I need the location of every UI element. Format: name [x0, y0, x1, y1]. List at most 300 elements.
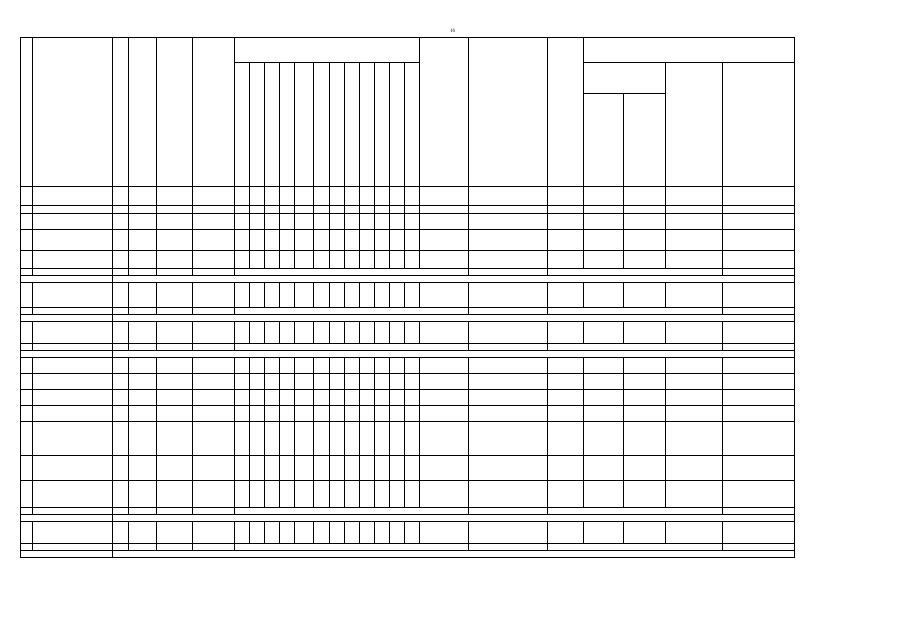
- data-cell: [280, 358, 295, 374]
- data-cell: [360, 251, 375, 269]
- column-number: [265, 206, 280, 214]
- data-cell: [548, 358, 584, 374]
- data-cell: [666, 522, 723, 544]
- subtotal-empty: [21, 269, 33, 276]
- data-cell: [113, 390, 129, 406]
- data-cell: [265, 283, 280, 308]
- subtotal-cost: [469, 269, 548, 276]
- data-cell: [584, 230, 624, 251]
- subtotal-empty: [113, 269, 129, 276]
- data-cell: [469, 422, 548, 456]
- data-cell: [113, 374, 129, 390]
- data-cell: [345, 358, 360, 374]
- data-cell: [624, 522, 666, 544]
- data-cell: [469, 230, 548, 251]
- data-cell: [314, 358, 330, 374]
- subtotal-living: [157, 269, 193, 276]
- unit-empty: [33, 187, 113, 206]
- unit-empty: [157, 187, 193, 206]
- data-cell: [390, 322, 405, 344]
- header-work-7: [330, 63, 345, 187]
- data-cell: [584, 374, 624, 390]
- unit-u22: [584, 187, 624, 206]
- data-cell: [330, 406, 345, 422]
- data-cell: [265, 522, 280, 544]
- header-regional-budget: [624, 94, 666, 187]
- data-cell: [548, 406, 584, 422]
- data-cell: [469, 406, 548, 422]
- data-cell: [330, 322, 345, 344]
- data-cell: [330, 358, 345, 374]
- data-cell: [113, 406, 129, 422]
- data-cell: [584, 456, 624, 481]
- data-cell: [330, 230, 345, 251]
- data-cell: [405, 283, 420, 308]
- data-cell: [250, 230, 265, 251]
- data-cell: [624, 358, 666, 374]
- unit-empty: [113, 187, 129, 206]
- data-cell: [469, 522, 548, 544]
- data-cell: [390, 390, 405, 406]
- unit-empty: [265, 187, 280, 206]
- column-number: [33, 206, 113, 214]
- data-cell: [193, 374, 235, 390]
- data-cell: [295, 406, 314, 422]
- subtotal-nonresidential: [193, 544, 235, 551]
- data-cell: [21, 456, 33, 481]
- data-cell: [420, 522, 469, 544]
- data-cell: [193, 456, 235, 481]
- data-cell: [113, 422, 129, 456]
- data-cell: [21, 251, 33, 269]
- data-cell: [129, 456, 157, 481]
- data-cell: [405, 251, 420, 269]
- data-cell: [375, 481, 390, 508]
- data-cell: [280, 390, 295, 406]
- data-cell: [157, 358, 193, 374]
- data-cell: [723, 522, 795, 544]
- data-cell: [21, 283, 33, 308]
- data-cell: [250, 322, 265, 344]
- subtotal-empty: [33, 269, 113, 276]
- data-cell: [157, 374, 193, 390]
- subtotal-gap: [548, 344, 723, 351]
- data-cell: [280, 230, 295, 251]
- data-cell: [584, 481, 624, 508]
- subtotal-row: [21, 344, 795, 351]
- address-cell: [33, 456, 113, 481]
- data-cell: [250, 422, 265, 456]
- data-cell: [360, 390, 375, 406]
- data-cell: [360, 214, 375, 230]
- data-cell: [345, 322, 360, 344]
- data-cell: [129, 230, 157, 251]
- subtotal-area: [129, 344, 157, 351]
- data-cell: [235, 456, 250, 481]
- column-number: [548, 206, 584, 214]
- data-cell: [314, 374, 330, 390]
- data-cell: [193, 251, 235, 269]
- data-cell: [193, 422, 235, 456]
- data-cell: [113, 230, 129, 251]
- subtotal-nonresidential: [193, 308, 235, 315]
- data-cell: [723, 283, 795, 308]
- data-cell: [330, 390, 345, 406]
- table-row: [21, 481, 795, 508]
- subtotal-empty: [113, 308, 129, 315]
- data-cell: [624, 456, 666, 481]
- header-work-1: [235, 63, 250, 187]
- data-cell: [157, 422, 193, 456]
- subtotal-empty: [21, 508, 33, 515]
- data-cell: [390, 283, 405, 308]
- header-finance-group: [584, 38, 795, 63]
- data-cell: [280, 214, 295, 230]
- district-gap: [113, 276, 795, 283]
- data-cell: [250, 456, 265, 481]
- data-cell: [235, 283, 250, 308]
- data-cell: [157, 456, 193, 481]
- data-cell: [723, 456, 795, 481]
- data-cell: [235, 422, 250, 456]
- data-cell: [723, 406, 795, 422]
- subtotal-row: [21, 508, 795, 515]
- data-cell: [157, 214, 193, 230]
- data-cell: [265, 422, 280, 456]
- data-cell: [250, 481, 265, 508]
- data-cell: [548, 214, 584, 230]
- data-cell: [250, 390, 265, 406]
- table-row: [21, 422, 795, 456]
- data-cell: [193, 214, 235, 230]
- column-number: [624, 206, 666, 214]
- subtotal-gap: [548, 269, 723, 276]
- data-cell: [375, 422, 390, 456]
- data-cell: [129, 214, 157, 230]
- data-cell: [666, 390, 723, 406]
- subtotal-row: [21, 544, 795, 551]
- data-cell: [295, 322, 314, 344]
- data-cell: [295, 422, 314, 456]
- subtotal-own: [723, 308, 795, 315]
- data-cell: [21, 230, 33, 251]
- data-cell: [390, 251, 405, 269]
- district-name: [21, 315, 113, 322]
- data-cell: [265, 358, 280, 374]
- data-cell: [330, 456, 345, 481]
- subtotal-living: [157, 344, 193, 351]
- district-name: [21, 351, 113, 358]
- data-cell: [295, 390, 314, 406]
- subtotal-gap: [548, 544, 723, 551]
- data-cell: [21, 358, 33, 374]
- data-cell: [360, 481, 375, 508]
- header-work-11: [390, 63, 405, 187]
- data-cell: [235, 390, 250, 406]
- data-cell: [420, 390, 469, 406]
- subtotal-area: [129, 269, 157, 276]
- data-cell: [330, 251, 345, 269]
- data-cell: [265, 456, 280, 481]
- data-cell: [548, 390, 584, 406]
- unit-empty: [280, 187, 295, 206]
- data-cell: [280, 456, 295, 481]
- header-num: [21, 38, 33, 187]
- data-cell: [469, 481, 548, 508]
- data-cell: [235, 358, 250, 374]
- subtotal-gap: [235, 308, 469, 315]
- data-cell: [250, 374, 265, 390]
- header-works-group: [235, 38, 420, 63]
- column-number: [193, 206, 235, 214]
- data-cell: [390, 522, 405, 544]
- header-nonresidential-area: [193, 38, 235, 187]
- data-cell: [280, 481, 295, 508]
- data-cell: [584, 322, 624, 344]
- subtotal-gap: [548, 308, 723, 315]
- data-cell: [360, 230, 375, 251]
- data-cell: [265, 230, 280, 251]
- data-cell: [469, 251, 548, 269]
- header-municipal-budget: [666, 63, 723, 187]
- data-cell: [723, 481, 795, 508]
- district-name: [21, 515, 113, 522]
- data-cell: [469, 283, 548, 308]
- header-work-10: [375, 63, 390, 187]
- data-cell: [420, 322, 469, 344]
- header-work-6: [314, 63, 330, 187]
- data-cell: [129, 406, 157, 422]
- column-number: [330, 206, 345, 214]
- unit-empty: [129, 187, 157, 206]
- data-cell: [666, 374, 723, 390]
- data-cell: [548, 456, 584, 481]
- data-cell: [113, 456, 129, 481]
- district-name: [21, 551, 113, 558]
- data-cell: [360, 522, 375, 544]
- data-cell: [723, 322, 795, 344]
- data-cell: [129, 481, 157, 508]
- data-cell: [157, 390, 193, 406]
- data-cell: [21, 522, 33, 544]
- data-cell: [723, 251, 795, 269]
- column-number: [360, 206, 375, 214]
- data-cell: [113, 322, 129, 344]
- column-number: [113, 206, 129, 214]
- data-cell: [624, 283, 666, 308]
- data-cell: [235, 230, 250, 251]
- data-cell: [420, 374, 469, 390]
- address-cell: [33, 358, 113, 374]
- data-cell: [193, 406, 235, 422]
- data-cell: [295, 251, 314, 269]
- data-cell: [21, 214, 33, 230]
- unit-empty: [193, 187, 235, 206]
- table-row: [21, 230, 795, 251]
- data-cell: [314, 322, 330, 344]
- header-work-5: [295, 63, 314, 187]
- data-cell: [666, 406, 723, 422]
- data-cell: [345, 406, 360, 422]
- data-cell: [235, 214, 250, 230]
- subtotal-gap: [235, 508, 469, 515]
- data-cell: [390, 406, 405, 422]
- header-work-8: [345, 63, 360, 187]
- data-cell: [314, 390, 330, 406]
- header-state-support: [584, 63, 666, 94]
- data-cell: [375, 390, 390, 406]
- subtotal-nonresidential: [193, 344, 235, 351]
- table-row: [21, 322, 795, 344]
- data-cell: [157, 322, 193, 344]
- data-cell: [295, 358, 314, 374]
- subtotal-own: [723, 269, 795, 276]
- data-cell: [624, 251, 666, 269]
- data-cell: [345, 456, 360, 481]
- address-cell: [33, 283, 113, 308]
- table-row: [21, 406, 795, 422]
- page-number: 16: [450, 29, 455, 34]
- data-cell: [666, 481, 723, 508]
- data-cell: [624, 214, 666, 230]
- data-cell: [548, 481, 584, 508]
- column-number: [375, 206, 390, 214]
- data-cell: [469, 214, 548, 230]
- data-cell: [723, 358, 795, 374]
- unit-empty: [235, 187, 250, 206]
- subtotal-empty: [113, 344, 129, 351]
- address-cell: [33, 322, 113, 344]
- data-cell: [469, 358, 548, 374]
- subtotal-empty: [33, 544, 113, 551]
- data-cell: [250, 214, 265, 230]
- subtotal-row: [21, 308, 795, 315]
- column-number: [345, 206, 360, 214]
- data-cell: [113, 251, 129, 269]
- data-cell: [314, 283, 330, 308]
- data-cell: [129, 322, 157, 344]
- address-cell: [33, 214, 113, 230]
- data-cell: [666, 358, 723, 374]
- data-cell: [265, 214, 280, 230]
- data-cell: [360, 422, 375, 456]
- subtotal-gap: [235, 544, 469, 551]
- data-cell: [405, 374, 420, 390]
- data-cell: [193, 522, 235, 544]
- district-row: [21, 276, 795, 283]
- data-cell: [360, 322, 375, 344]
- data-cell: [157, 522, 193, 544]
- data-cell: [390, 214, 405, 230]
- header-address: [33, 38, 113, 187]
- header-work-4: [280, 63, 295, 187]
- data-cell: [390, 358, 405, 374]
- data-cell: [235, 374, 250, 390]
- header-limit-cost: [420, 38, 469, 187]
- data-cell: [314, 406, 330, 422]
- data-cell: [469, 374, 548, 390]
- subtotal-empty: [33, 308, 113, 315]
- data-cell: [193, 358, 235, 374]
- data-cell: [584, 358, 624, 374]
- data-cell: [390, 230, 405, 251]
- data-cell: [469, 456, 548, 481]
- subtotal-cost: [469, 544, 548, 551]
- unit-u19: [420, 187, 469, 206]
- subtotal-area: [129, 508, 157, 515]
- column-number: [666, 206, 723, 214]
- header-repair-cost: [469, 38, 548, 187]
- data-cell: [584, 283, 624, 308]
- data-cell: [360, 358, 375, 374]
- data-cell: [548, 230, 584, 251]
- data-cell: [157, 251, 193, 269]
- data-cell: [375, 522, 390, 544]
- subtotal-cost: [469, 344, 548, 351]
- data-cell: [405, 390, 420, 406]
- address-cell: [33, 481, 113, 508]
- data-cell: [375, 214, 390, 230]
- data-cell: [21, 390, 33, 406]
- data-cell: [624, 406, 666, 422]
- data-cell: [723, 422, 795, 456]
- data-cell: [129, 522, 157, 544]
- data-cell: [420, 406, 469, 422]
- data-cell: [390, 481, 405, 508]
- data-cell: [666, 422, 723, 456]
- subtotal-empty: [113, 544, 129, 551]
- district-name: [21, 276, 113, 283]
- unit-u24: [666, 187, 723, 206]
- data-cell: [420, 456, 469, 481]
- data-cell: [420, 481, 469, 508]
- data-cell: [360, 406, 375, 422]
- subtotal-nonresidential: [193, 508, 235, 515]
- address-cell: [33, 406, 113, 422]
- data-cell: [193, 322, 235, 344]
- column-number: [584, 206, 624, 214]
- data-cell: [157, 230, 193, 251]
- data-cell: [314, 456, 330, 481]
- data-cell: [723, 390, 795, 406]
- data-cell: [469, 390, 548, 406]
- unit-u23: [624, 187, 666, 206]
- data-cell: [235, 322, 250, 344]
- address-cell: [33, 422, 113, 456]
- data-cell: [624, 322, 666, 344]
- data-cell: [420, 251, 469, 269]
- data-cell: [295, 481, 314, 508]
- address-cell: [33, 374, 113, 390]
- data-cell: [21, 322, 33, 344]
- data-cell: [723, 374, 795, 390]
- unit-u25: [723, 187, 795, 206]
- district-gap: [113, 515, 795, 522]
- capital-repair-table: [20, 37, 795, 558]
- header-deadline: [548, 38, 584, 187]
- data-cell: [129, 283, 157, 308]
- data-cell: [345, 251, 360, 269]
- unit-empty: [405, 187, 420, 206]
- data-cell: [295, 374, 314, 390]
- data-cell: [250, 358, 265, 374]
- data-cell: [405, 230, 420, 251]
- address-cell: [33, 230, 113, 251]
- data-cell: [624, 481, 666, 508]
- data-cell: [193, 481, 235, 508]
- data-cell: [314, 251, 330, 269]
- header-total-area: [129, 38, 157, 187]
